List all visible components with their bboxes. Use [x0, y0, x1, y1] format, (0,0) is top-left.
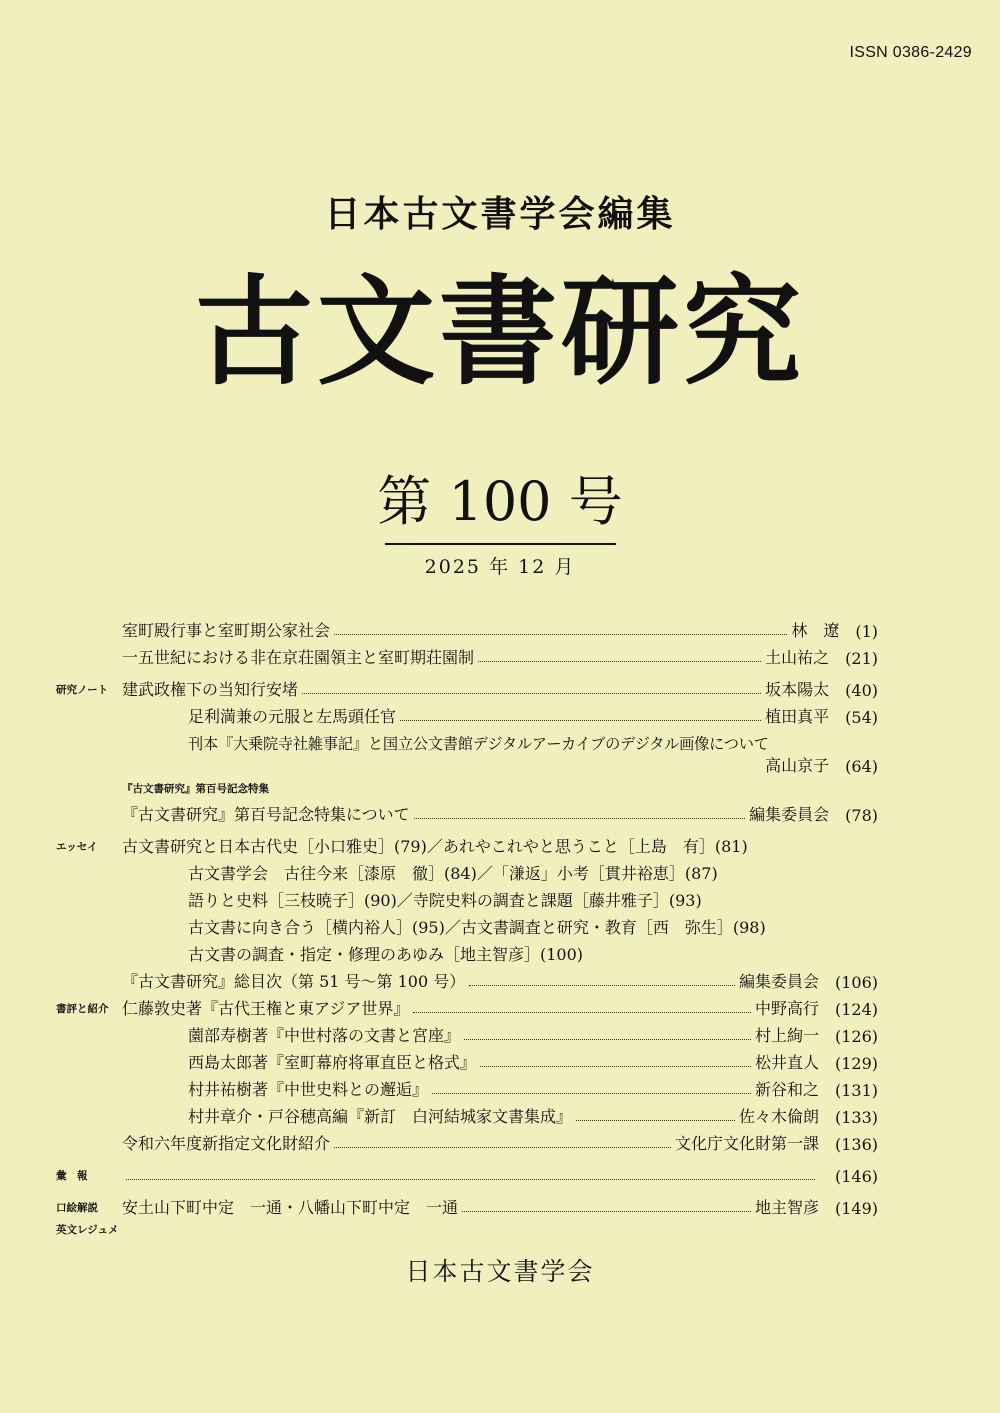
- toc-page: (133): [834, 1108, 878, 1127]
- toc-page: (136): [834, 1135, 878, 1154]
- toc-row: [188, 1046, 878, 1073]
- toc-author: 土山祐之: [765, 648, 830, 667]
- leader-dots: [469, 985, 735, 986]
- toc-page: (1): [855, 622, 878, 641]
- section-label-news: 彙 報: [56, 1170, 88, 1182]
- toc-page: (54): [845, 708, 878, 727]
- toc-row: [122, 641, 878, 668]
- toc-author: 編集委員会: [749, 805, 830, 824]
- toc-title: 『古文書研究』第百号記念特集について: [122, 805, 410, 824]
- essay-line: 古文書研究と日本古代史［小口雅史］(79)／あれやこれやと思うこと［上島 有］(81): [122, 837, 748, 856]
- publisher-name: 日本古文書学会: [405, 1257, 595, 1286]
- leader-dots: [414, 818, 745, 819]
- toc-author: 林 遼: [791, 621, 840, 640]
- toc-author: 新谷和之: [754, 1080, 819, 1099]
- leader-dots: [413, 1012, 751, 1013]
- toc-title: 室町殿行事と室町期公家社会: [122, 621, 331, 640]
- toc-page: (40): [845, 681, 878, 700]
- toc-page: (78): [845, 806, 878, 825]
- toc-author: 編集委員会: [738, 972, 819, 991]
- toc-author: 佐々木倫朗: [738, 1107, 819, 1126]
- toc-page: (129): [834, 1054, 878, 1073]
- essay-line: 古文書の調査・指定・修理のあゆみ［地主智彦］(100): [188, 945, 584, 964]
- toc-page: (64): [845, 757, 878, 776]
- leader-dots: [334, 634, 787, 635]
- toc-row: [122, 798, 878, 825]
- toc-title: 建武政権下の当知行安堵: [122, 680, 299, 699]
- leader-dots: [126, 1179, 815, 1180]
- toc-row: [188, 884, 878, 911]
- essay-line: 語りと史料［三枝暁子］(90)／寺院史料の調査と課題［藤井雅子］(93): [188, 891, 702, 910]
- journal-title: 古文書研究: [194, 263, 805, 401]
- special-feature-heading: 『古文書研究』第百号記念特集: [122, 783, 269, 795]
- leader-dots: [432, 1093, 751, 1094]
- section-label-essay: エッセイ: [56, 841, 98, 853]
- toc-title: 安土山下町中定 一通・八幡山下町中定 一通: [122, 1198, 459, 1217]
- leader-dots: [462, 1211, 751, 1212]
- toc-author: 文化庁文化財第一課: [674, 1134, 819, 1153]
- toc-author: 植田真平: [765, 707, 830, 726]
- toc-row: [56, 1191, 878, 1218]
- toc-page: (126): [834, 1027, 878, 1046]
- toc-page: (124): [834, 1000, 878, 1019]
- toc-row: [188, 1073, 878, 1100]
- section-label-english-resume: 英文レジュメ: [56, 1224, 119, 1236]
- toc-author: 高山京子: [765, 756, 830, 775]
- toc-author: 坂本陽太: [765, 680, 830, 699]
- section-label-reviews: 書評と紹介: [56, 1003, 109, 1015]
- toc-title: 村井章介・戸谷穂高編『新訂 白河結城家文書集成』: [188, 1107, 573, 1126]
- toc-page: (146): [834, 1167, 878, 1186]
- toc-author: 地主智彦: [754, 1198, 819, 1217]
- toc-row: [188, 938, 878, 965]
- section-label-research-note: 研究ノート: [56, 684, 109, 696]
- toc-author: 中野高行: [754, 999, 819, 1018]
- toc-page: (21): [845, 649, 878, 668]
- toc-page: (131): [834, 1081, 878, 1100]
- toc-page: (106): [834, 973, 878, 992]
- toc-author: 松井直人: [754, 1053, 819, 1072]
- issue-number: 第 100 号: [377, 470, 623, 533]
- leader-dots: [480, 1066, 751, 1067]
- toc-row: [188, 857, 878, 884]
- editor-line: 日本古文書学会編集: [324, 194, 676, 235]
- toc-row: [122, 614, 878, 641]
- toc-title: 刊本『大乗院寺社雑事記』と国立公文書館デジタルアーカイブのデジタル画像について: [188, 735, 769, 753]
- toc-title: 薗部寿樹著『中世村落の文書と宮座』: [188, 1026, 461, 1045]
- toc-row: [56, 830, 878, 857]
- issn-number: ISSN 0386-2429: [849, 44, 972, 61]
- issue-underline: [385, 543, 616, 545]
- toc-row: [188, 727, 878, 754]
- toc-row: [122, 1127, 878, 1154]
- toc-row: [56, 992, 878, 1019]
- toc-row: [56, 1159, 878, 1186]
- toc-row: [188, 911, 878, 938]
- toc-title: 仁藤敦史著『古代王権と東アジア世界』: [122, 999, 410, 1018]
- toc-row: [188, 1100, 878, 1127]
- leader-dots: [302, 693, 761, 694]
- leader-dots: [400, 720, 761, 721]
- toc-title: 『古文書研究』総目次（第 51 号～第 100 号）: [122, 972, 466, 991]
- toc-title: 村井祐樹著『中世史料との邂逅』: [188, 1080, 429, 1099]
- leader-dots: [464, 1039, 751, 1040]
- toc-author: 村上絢一: [754, 1026, 819, 1045]
- toc-row: [122, 965, 878, 992]
- toc-page: (149): [834, 1199, 878, 1218]
- toc-title: 一五世紀における非在京荘園領主と室町期荘園制: [122, 648, 475, 667]
- leader-dots: [334, 1147, 671, 1148]
- toc-row-continuation: [122, 754, 878, 776]
- section-label-frontispiece: 口絵解説: [56, 1202, 98, 1214]
- toc-row: [188, 1019, 878, 1046]
- issue-date: 2025 年 12 月: [424, 556, 576, 578]
- leader-dots: [576, 1120, 735, 1121]
- essay-line: 古文書に向き合う［横内裕人］(95)／古文書調査と研究・教育［西 弥生］(98): [188, 918, 766, 937]
- table-of-contents: [56, 614, 878, 1240]
- toc-title: 令和六年度新指定文化財紹介: [122, 1134, 331, 1153]
- toc-row: [56, 673, 878, 700]
- toc-row: [56, 1218, 878, 1240]
- toc-row: [188, 700, 878, 727]
- essay-line: 古文書学会 古往今来［漆原 徹］(84)／「溓返」小考［貫井裕恵］(87): [188, 864, 718, 883]
- toc-title: 足利満兼の元服と左馬頭任官: [188, 707, 397, 726]
- toc-title: 西島太郎著『室町幕府将軍直臣と格式』: [188, 1053, 477, 1072]
- leader-dots: [478, 661, 761, 662]
